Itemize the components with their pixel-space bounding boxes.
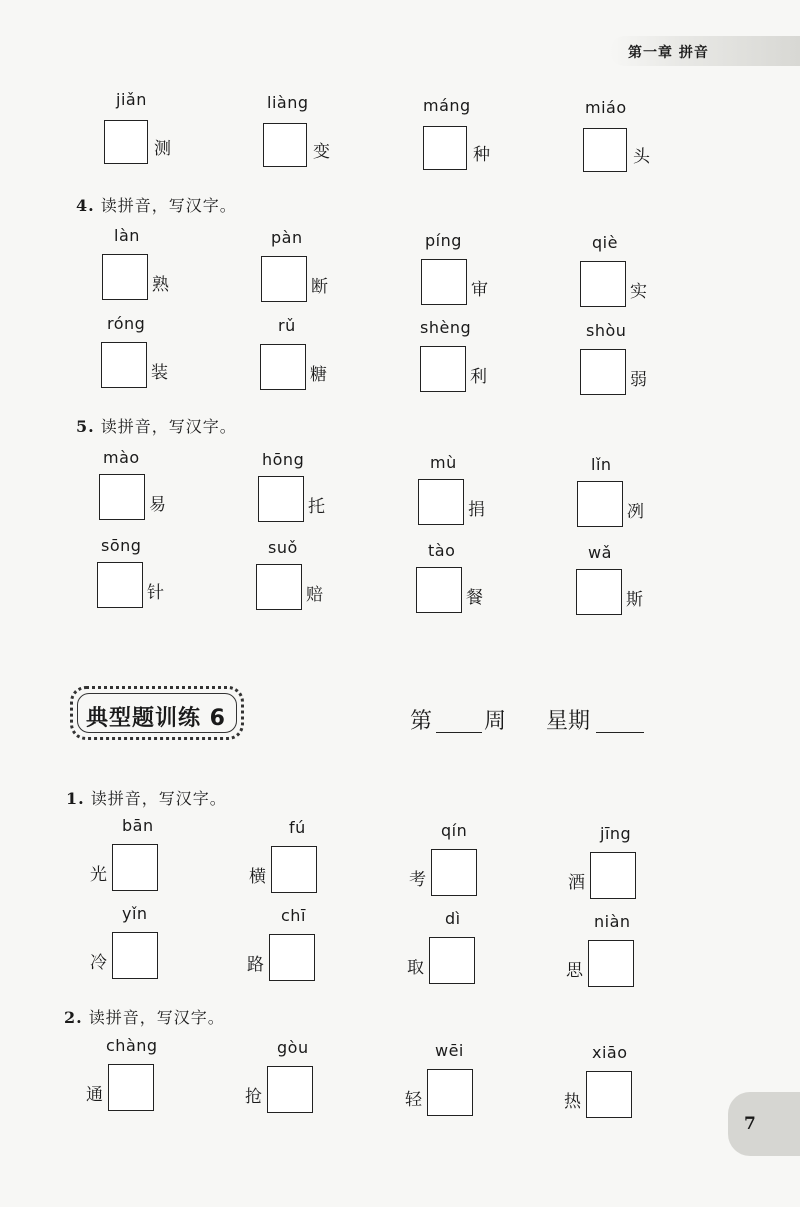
answer-box[interactable]	[263, 123, 307, 167]
given-character: 审	[471, 280, 488, 300]
week-label-di: 第	[410, 709, 433, 734]
pinyin-label: wēi	[435, 1041, 464, 1060]
exercise-item	[86, 1036, 226, 1116]
pinyin-label: lǐn	[591, 455, 612, 474]
pinyin-label: qín	[441, 821, 468, 840]
given-character: 种	[473, 145, 490, 165]
question-instruction: 读拼音，写汉字。	[100, 196, 237, 215]
given-character: 餐	[466, 588, 483, 608]
pinyin-label: suǒ	[268, 538, 298, 557]
question-5-title	[76, 414, 237, 437]
given-character: 实	[630, 282, 647, 302]
question-number: 1.	[66, 789, 85, 808]
question-number: 2.	[64, 1008, 83, 1027]
pinyin-label: mào	[103, 448, 140, 467]
exercise-item	[564, 1043, 704, 1123]
answer-box[interactable]	[102, 254, 148, 300]
exercise-item	[90, 904, 230, 984]
given-character: 路	[247, 955, 264, 975]
exercise-item	[258, 450, 398, 530]
answer-box[interactable]	[101, 342, 147, 388]
pinyin-label: rǔ	[278, 316, 296, 335]
given-character: 托	[308, 497, 325, 517]
exercise-item	[418, 453, 558, 533]
exercise-item	[407, 909, 547, 989]
answer-box[interactable]	[427, 1069, 473, 1116]
answer-box[interactable]	[576, 569, 622, 615]
given-character: 赔	[306, 585, 323, 605]
answer-box[interactable]	[261, 256, 307, 302]
question-number: 5.	[76, 417, 95, 436]
given-character: 捐	[468, 500, 485, 520]
question-instruction: 读拼音，写汉字。	[90, 789, 227, 808]
section-question-1-title	[66, 786, 227, 809]
given-character: 光	[90, 865, 107, 885]
given-character: 冽	[627, 502, 644, 522]
answer-box[interactable]	[260, 344, 306, 390]
chapter-label: 第一章 拼音	[628, 45, 709, 61]
answer-box[interactable]	[577, 481, 623, 527]
answer-box[interactable]	[421, 259, 467, 305]
answer-box[interactable]	[431, 849, 477, 896]
pinyin-label: róng	[107, 314, 146, 333]
pinyin-label: sōng	[101, 536, 142, 555]
given-character: 弱	[630, 370, 647, 390]
answer-box[interactable]	[267, 1066, 313, 1113]
exercise-item	[576, 543, 716, 623]
pinyin-label: hōng	[262, 450, 305, 469]
pinyin-label: pàn	[271, 228, 303, 247]
exercise-item	[260, 316, 400, 396]
weekday-label: 星期	[546, 709, 591, 734]
exercise-item	[416, 541, 556, 621]
given-character: 断	[311, 277, 328, 297]
exercise-item	[102, 226, 242, 306]
given-character: 熟	[152, 275, 169, 295]
pinyin-label: jiǎn	[116, 90, 147, 109]
given-character: 冷	[90, 953, 107, 973]
question-instruction: 读拼音，写汉字。	[88, 1008, 225, 1027]
pinyin-label: yǐn	[122, 904, 148, 923]
exercise-item	[421, 231, 561, 311]
answer-box[interactable]	[112, 844, 158, 891]
pinyin-label: xiāo	[592, 1043, 628, 1062]
exercise-item	[249, 818, 389, 898]
given-character: 横	[249, 867, 266, 887]
pinyin-label: gòu	[277, 1038, 309, 1057]
answer-box[interactable]	[580, 261, 626, 307]
pinyin-label: píng	[425, 231, 462, 250]
answer-box[interactable]	[256, 564, 302, 610]
exercise-item	[568, 824, 708, 904]
pinyin-label: máng	[423, 96, 471, 115]
given-character: 斯	[626, 590, 643, 610]
given-character: 变	[313, 142, 330, 162]
given-character: 针	[147, 583, 164, 603]
section-question-2-title	[64, 1005, 225, 1028]
answer-box[interactable]	[583, 128, 627, 172]
exercise-item	[423, 96, 563, 176]
page-number: 7	[744, 1114, 756, 1134]
given-character: 热	[564, 1092, 581, 1112]
exercise-item	[101, 314, 241, 394]
given-character: 考	[409, 870, 426, 890]
exercise-item	[261, 228, 401, 308]
pinyin-label: fú	[289, 818, 306, 837]
pinyin-label: liàng	[267, 93, 309, 112]
pinyin-label: mù	[430, 453, 457, 472]
answer-box[interactable]	[586, 1071, 632, 1118]
pinyin-label: làn	[114, 226, 140, 245]
pinyin-label: jīng	[600, 824, 632, 843]
given-character: 头	[633, 147, 650, 167]
pinyin-label: chī	[281, 906, 306, 925]
question-instruction: 读拼音，写汉字。	[100, 417, 237, 436]
answer-box[interactable]	[104, 120, 148, 164]
pinyin-label: dì	[445, 909, 461, 928]
exercise-item	[580, 233, 720, 313]
given-character: 利	[470, 367, 487, 387]
answer-box[interactable]	[418, 479, 464, 525]
given-character: 糖	[310, 365, 327, 385]
pinyin-label: chàng	[106, 1036, 158, 1055]
pinyin-label: wǎ	[588, 543, 612, 562]
pinyin-label: miáo	[585, 98, 627, 117]
answer-box[interactable]	[590, 852, 636, 899]
pinyin-label: shèng	[420, 318, 472, 337]
answer-box[interactable]	[269, 934, 315, 981]
given-character: 易	[149, 495, 166, 515]
exercise-item	[104, 90, 244, 170]
pinyin-label: tào	[428, 541, 456, 560]
answer-box[interactable]	[423, 126, 467, 170]
page-number-tab	[728, 1092, 800, 1156]
exercise-item	[583, 98, 723, 178]
exercise-item	[263, 93, 403, 173]
answer-box[interactable]	[429, 937, 475, 984]
exercise-item	[90, 816, 230, 896]
exercise-item	[247, 906, 387, 986]
exercise-item	[577, 455, 717, 535]
answer-box[interactable]	[108, 1064, 154, 1111]
given-character: 装	[151, 363, 168, 383]
answer-box[interactable]	[416, 567, 462, 613]
given-character: 思	[566, 961, 583, 981]
answer-box[interactable]	[258, 476, 304, 522]
exercise-item	[245, 1038, 385, 1118]
answer-box[interactable]	[588, 940, 634, 987]
exercise-item	[420, 318, 560, 398]
exercise-item	[97, 536, 237, 616]
exercise-item	[405, 1041, 545, 1121]
exercise-item	[256, 538, 396, 618]
answer-box[interactable]	[99, 474, 145, 520]
given-character: 通	[86, 1085, 103, 1105]
given-character: 测	[154, 139, 171, 159]
answer-box[interactable]	[112, 932, 158, 979]
exercise-item	[99, 448, 239, 528]
given-character: 酒	[568, 873, 585, 893]
exercise-item	[409, 821, 549, 901]
pinyin-label: niàn	[594, 912, 631, 931]
pinyin-label: bān	[122, 816, 154, 835]
section-title: 典型题训练 6	[86, 706, 226, 731]
given-character: 取	[407, 958, 424, 978]
week-label-zhou: 周	[484, 709, 507, 734]
answer-box[interactable]	[97, 562, 143, 608]
question-4-title	[76, 193, 237, 216]
pinyin-label: qiè	[592, 233, 618, 252]
weekday-blank[interactable]	[596, 732, 644, 733]
pinyin-label: shòu	[586, 321, 627, 340]
answer-box[interactable]	[271, 846, 317, 893]
given-character: 轻	[405, 1090, 422, 1110]
week-number-blank[interactable]	[436, 732, 482, 733]
question-number: 4.	[76, 196, 95, 215]
answer-box[interactable]	[420, 346, 466, 392]
exercise-item	[580, 321, 720, 401]
exercise-item	[566, 912, 706, 992]
answer-box[interactable]	[580, 349, 626, 395]
given-character: 抢	[245, 1087, 262, 1107]
